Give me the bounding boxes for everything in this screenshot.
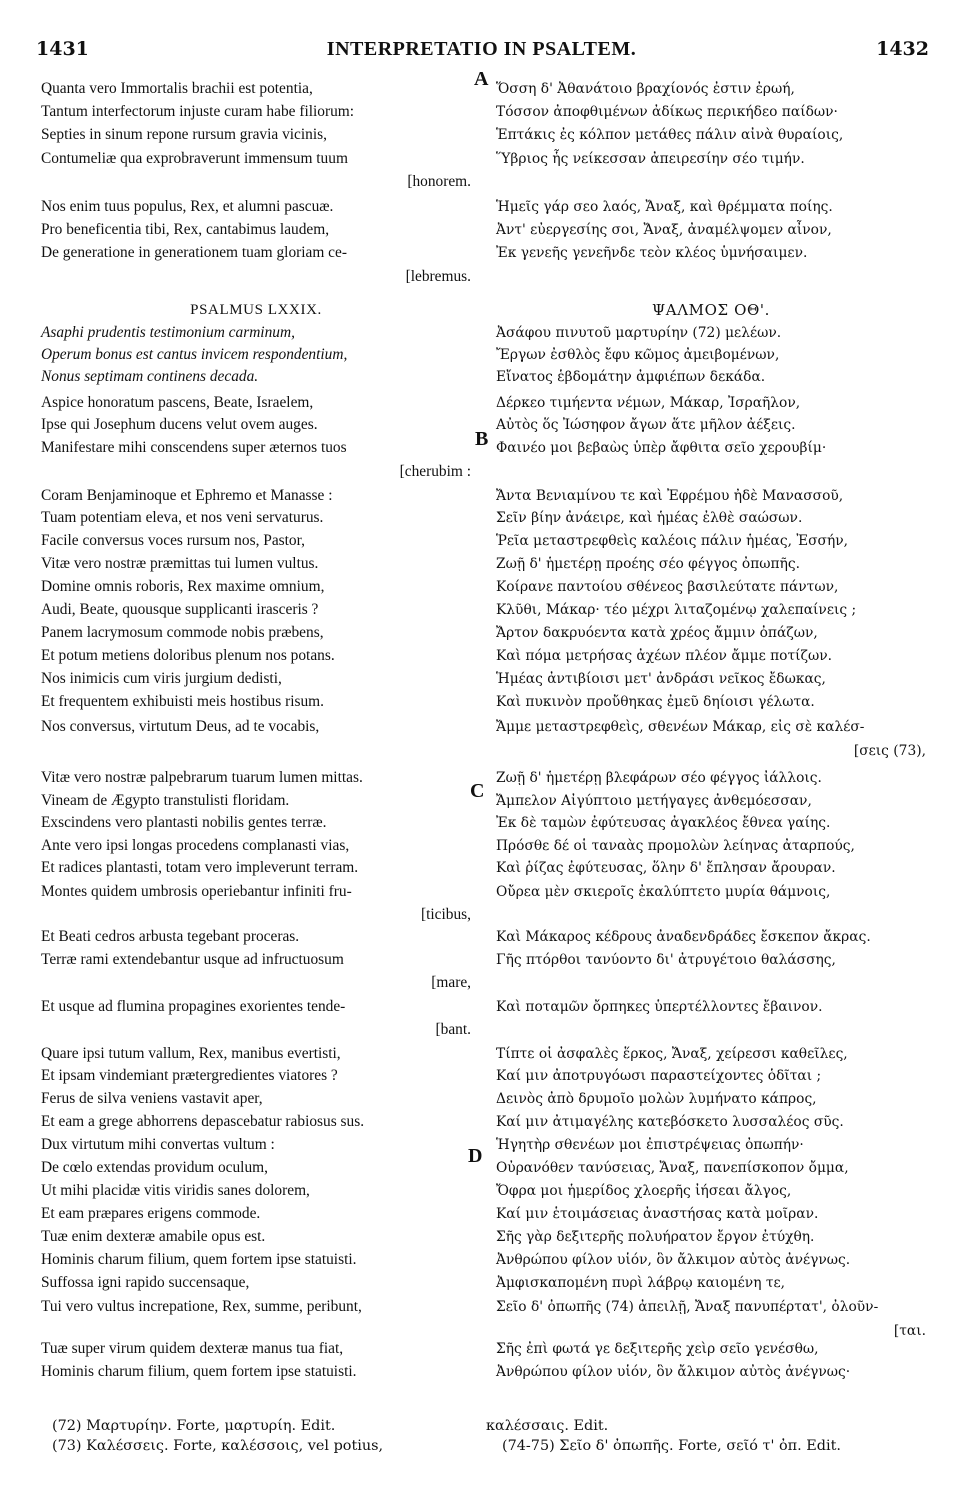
latin-verse-line: [honorem. <box>407 173 471 190</box>
latin-verse-line: Suffossa igni rapido succensaque, <box>41 1274 250 1291</box>
latin-verse-line: Tantum interfectorum injuste curam habe filiorum: <box>41 103 355 120</box>
latin-verse-line: Ante vero ipsi longas procedens complanasti vias, <box>41 837 350 854</box>
latin-verse-line: Vitæ vero nostræ præmittas tui lumen vultus. <box>41 555 319 572</box>
greek-verse-line: Ὅσση δ' Ἀθανάτοιο βραχίονός ἐστιν ἐρωή, <box>496 81 795 97</box>
greek-verse-line: Ἑπτάκις ἐς κόλπον μετάθες πάλιν αἰνὰ θυραίοις, <box>496 127 844 143</box>
page-number-left: 1431 <box>36 38 89 60</box>
greek-verse-line: ΨΑΛΜΟΣ ΟΘ'. <box>652 301 770 319</box>
greek-verse-line: Σῆς ἐπὶ φωτά γε δεξιτερῆς χεὶρ σεῖο γενέσθω, <box>496 1341 819 1357</box>
greek-verse-line: Ἡγητὴρ σθενέων μοι ἐπιστρέψειας ὀπωπήν· <box>496 1137 804 1153</box>
greek-verse-line: Ἀνθρώπου φίλον υἱόν, ὃν ἄλκιμον αὐτὸς ἀνέγνως· <box>496 1364 851 1380</box>
latin-verse-line: Hominis charum filium, quem fortem ipse statuisti. <box>41 1363 357 1380</box>
greek-verse-line: Δέρκεο τιμήεντα νέμων, Μάκαρ, Ἰσραῆλον, <box>496 395 801 411</box>
latin-verse-line: [mare, <box>431 974 471 991</box>
latin-verse-line: Contumeliæ qua exprobraverunt immensum tuum <box>41 150 348 167</box>
latin-verse-line: Exscindens vero plantasti nobilis gentes terræ. <box>41 814 327 831</box>
latin-verse-line: Et potum metiens doloribus plenum nos potans. <box>41 647 335 664</box>
greek-verse-line: Ἄντα Βενιαμίνου τε καὶ Ἐφρέμου ἠδὲ Μανασσοῦ, <box>496 488 844 504</box>
latin-verse-line: Nos enim tuus populus, Rex, et alumni pascuæ. <box>41 198 334 215</box>
latin-verse-line: Et Beati cedros arbusta tegebant proceras. <box>41 928 300 945</box>
greek-verse-line: Καὶ ποταμῶν ὄρπηκες ὑπερτέλλοντες ἔβαινον. <box>496 999 823 1015</box>
greek-verse-line: Ἡμεῖς γάρ σεο λαός, Ἄναξ, καὶ θρέμματα ποίης. <box>496 199 833 215</box>
latin-verse-line: Manifestare mihi conscendens super æternos tuos <box>41 439 347 456</box>
latin-verse-line: De cœlo extendas providum oculum, <box>41 1159 268 1176</box>
greek-verse-line: Πρόσθε δέ οἱ ταναὰς προμολὼν λείηνας ἀταρπούς, <box>496 838 855 854</box>
footnote: καλέσσαις. Edit. <box>486 1418 609 1434</box>
latin-verse-line: Nos inimicis cum viris jurgium dedisti, <box>41 670 282 687</box>
latin-verse-line: Ipse qui Josephum ducens velut ovem auges. <box>41 416 318 433</box>
greek-verse-line: Ἀσάφου πινυτοῦ μαρτυρίην (72) μελέων. <box>496 325 782 341</box>
margin-marker: D <box>468 1145 483 1167</box>
greek-verse-line: Σεῖν βίην ἀνάειρε, καὶ ἡμέας ἐλθὲ σαώσων. <box>496 510 803 526</box>
latin-verse-line: [ticibus, <box>420 906 471 923</box>
page-number-right: 1432 <box>876 38 929 60</box>
greek-verse-line: Καὶ πόμα μετρήσας ἀχέων πλέον ἄμμε ποτίζων. <box>496 648 833 664</box>
latin-verse-line: Hominis charum filium, quem fortem ipse statuisti. <box>41 1251 357 1268</box>
latin-verse-line: Vineam de Ægypto transtulisti floridam. <box>41 792 290 809</box>
latin-verse-line: Ut mihi placidæ vitis viridis sanes dolorem, <box>41 1182 310 1199</box>
greek-verse-line: Ἀνθρώπου φίλον υἱόν, ὃν ἄλκιμον αὐτὸς ἀνέγνως. <box>496 1252 851 1268</box>
footnote: (74-75) Σεῖο δ' ὀπωπῆς. Forte, σεῖό τ' ὀπ. Edit. <box>502 1438 841 1454</box>
latin-verse-line: Et eam a grege abhorrens depascebatur rabiosus sus. <box>41 1113 365 1130</box>
latin-verse-line: Tuam potentiam eleva, et nos veni servaturus. <box>41 509 324 526</box>
greek-verse-line: Ὕβριος ἧς νείκεσσαν ἀπειρεσίην σέο τιμήν. <box>496 151 805 167</box>
latin-verse-line: Dux virtutum mihi convertas vultum : <box>41 1136 275 1153</box>
greek-verse-line: Καί μιν ἑτοιμάσειας ἀναστήσας κατὰ μοῖραν. <box>496 1206 819 1222</box>
latin-verse-line: Et eam præpares erigens commode. <box>41 1205 261 1222</box>
greek-verse-line: Οὐρανόθεν τανύσειας, Ἄναξ, πανεπίσκοπον ὄμμα, <box>496 1160 849 1176</box>
greek-verse-line: Οὔρεα μὲν σκιεροῖς ἐκαλύπτετο μυρία θάμνοις, <box>496 884 831 900</box>
greek-verse-line: Σεῖο δ' ὀπωπῆς (74) ἀπειλῇ, Ἄναξ πανυπέρτατ', ὀλοῦν- <box>496 1299 879 1315</box>
footnote: (73) Καλέσσεις. Forte, καλέσσοις, vel potius, <box>52 1438 384 1454</box>
greek-verse-line: Ζωῇ δ' ἡμετέρῃ βλεφάρων σέο φέγγος ἰάλλοις. <box>496 770 822 786</box>
latin-verse-line: Et usque ad flumina propagines exorientes tende- <box>41 998 346 1015</box>
latin-verse-line: [lebremus. <box>405 268 471 285</box>
greek-verse-line: Γῆς πτόρθοι τανύοντο δι' ἀτρυγέτοιο θαλάσσης, <box>496 952 836 968</box>
greek-verse-line: Αὐτὸς ὅς Ἰώσηφον ἄγων ἅτε μῆλον ἀέξεις. <box>496 417 796 433</box>
latin-verse-line: Vitæ vero nostræ palpebrarum tuarum lumen mittas. <box>41 769 363 786</box>
latin-verse-line: Audi, Beate, quousque supplicanti irasceris ? <box>41 601 319 618</box>
greek-verse-line: Τίπτε οἱ ἀσφαλὲς ἕρκος, Ἄναξ, χείρεσσι καθεῖλες, <box>496 1046 848 1062</box>
latin-verse-line: Ferus de silva veniens vastavit aper, <box>41 1090 263 1107</box>
greek-verse-line: Δεινὸς ἀπὸ δρυμοῖο μολὼν λυμήνατο κάπρος, <box>496 1091 817 1107</box>
latin-verse-line: De generatione in generationem tuam gloriam ce- <box>41 244 347 261</box>
greek-verse-line: Ἔργων ἐσθλὸς ἔφυ κῶμος ἀμειβομένων, <box>496 347 780 363</box>
greek-verse-line: Ἡμέας ἀντιβίοισι μετ' ἀνδράσι νεῖκος ἔδωκας, <box>496 671 826 687</box>
latin-verse-line: Tuæ super virum quidem dexteræ manus tua fiat, <box>41 1340 344 1357</box>
greek-verse-line: Καὶ πυκινὸν προὔθηκας ἐμεῦ δηίοισι γέλωτα. <box>496 694 815 710</box>
greek-verse-line: Ὄφρα μοι ἡμερίδος χλοερῆς ἰήσεαι ἄλγος, <box>496 1183 792 1199</box>
latin-verse-line: Tui vero vultus increpatione, Rex, summe, peribunt, <box>41 1298 362 1315</box>
latin-verse-line: Quare ipsi tutum vallum, Rex, manibus evertisti, <box>41 1045 341 1062</box>
greek-verse-line: Ἄμπελον Αἰγύπτοιο μετήγαγες ἀνθεμόεσσαν, <box>496 793 812 809</box>
latin-verse-line: Quanta vero Immortalis brachii est potentia, <box>41 80 313 97</box>
greek-verse-line: Ζωῇ δ' ἡμετέρῃ προέης σέο φέγγος ὀπωπῆς. <box>496 556 800 572</box>
greek-verse-line: Ἐκ δὲ ταμὼν ἐφύτευσας ἀγακλέος ἔθνεα γαίης. <box>496 815 831 831</box>
greek-verse-line: Ῥεῖα μεταστρεφθεὶς καλέοις πάλιν ἡμέας, Ἐσσήν, <box>496 533 848 549</box>
greek-verse-line: Καὶ ῥίζας ἐφύτευσας, ὅλην δ' ἔπλησαν ἄρουραν. <box>496 860 836 876</box>
greek-verse-line: Ἄμμε μεταστρεφθεὶς, σθενέων Μάκαρ, εἰς σὲ καλέσ- <box>496 719 865 735</box>
greek-verse-line: Κλῦθι, Μάκαρ· τέο μέχρι λιταζομένῳ χαλεπαίνεις ; <box>496 602 857 618</box>
greek-verse-line: Ἄρτον δακρυόεντα κατὰ χρέος ἄμμιν ὀπάζων, <box>496 625 818 641</box>
latin-verse-line: [cherubim : <box>399 463 471 480</box>
latin-verse-line: Panem lacrymosum commode nobis præbens, <box>41 624 324 641</box>
margin-marker: B <box>475 428 489 450</box>
latin-verse-line: Aspice honoratum pascens, Beate, Israelem, <box>41 394 314 411</box>
latin-verse-line: Septies in sinum repone rursum gravia vicinis, <box>41 126 327 143</box>
latin-verse-line: Et frequentem exhibuisti meis hostibus risum. <box>41 693 324 710</box>
greek-verse-line: Καί μιν ἀτιμαγέλης κατεβόσκετο λυσσαλέος σῦς. <box>496 1114 844 1130</box>
margin-marker: A <box>474 68 489 90</box>
latin-verse-line: Domine omnis roboris, Rex maxime omnium, <box>41 578 325 595</box>
greek-verse-line: Καί μιν ἀποτρυγόωσι παραστείχοντες ὁδῖται ; <box>496 1068 822 1084</box>
latin-verse-line: Nonus septimam continens decada. <box>41 368 259 385</box>
greek-verse-line: Ἀμφισκαπομένη πυρὶ λάβρῳ καιομένη τε, <box>496 1275 786 1291</box>
greek-verse-line: [σεις (73), <box>853 743 926 759</box>
greek-verse-line: Κοίρανε παντοίου σθένεος βασιλεύτατε πάντων, <box>496 579 839 595</box>
latin-verse-line: Operum bonus est cantus invicem respondentium, <box>41 346 348 363</box>
latin-verse-line: Asaphi prudentis testimonium carminum, <box>41 324 295 341</box>
greek-verse-line: Ἀντ' εὐεργεσίης σοι, Ἄναξ, ἀναμέλψομεν αἶνον, <box>496 222 832 238</box>
greek-verse-line: Ἐκ γενεῆς γενεῆνδε τεὸν κλέος ὑμνήσαιμεν. <box>496 245 808 261</box>
latin-verse-line: [bant. <box>435 1021 471 1038</box>
latin-verse-line: Et radices plantasti, totam vero impleverunt terram. <box>41 859 359 876</box>
latin-verse-line: Terræ rami extendebantur usque ad infructuosum <box>41 951 344 968</box>
latin-verse-line: Et ipsam vindemiant prætergredientes viatores ? <box>41 1067 338 1084</box>
margin-marker: C <box>470 780 485 802</box>
greek-verse-line: Καὶ Μάκαρος κέδρους ἀναδενδράδες ἔσκεπον ἄκρας. <box>496 929 871 945</box>
latin-verse-line: Tuæ enim dexteræ amabile opus est. <box>41 1228 266 1245</box>
latin-verse-line: Nos conversus, virtutum Deus, ad te vocabis, <box>41 718 320 735</box>
latin-verse-line: Coram Benjaminoque et Ephremo et Manasse : <box>41 487 333 504</box>
latin-verse-line: Facile conversus voces rursum nos, Pastor, <box>41 532 305 549</box>
latin-verse-line: PSALMUS LXXIX. <box>190 302 322 318</box>
greek-verse-line: Σῆς γὰρ δεξιτερῆς πολυήρατον ἔργον ἐτύχθη. <box>496 1229 815 1245</box>
latin-verse-line: Montes quidem umbrosis operiebantur infiniti fru- <box>41 883 352 900</box>
footnote: (72) Μαρτυρίην. Forte, μαρτυρίη. Edit. <box>52 1418 336 1434</box>
greek-verse-line: Τόσσον ἀποφθιμένων ἀδίκως περικήδεο παίδων· <box>496 104 838 120</box>
latin-verse-line: Pro beneficentia tibi, Rex, cantabimus laudem, <box>41 221 330 238</box>
running-title: INTERPRETATIO IN PSALTEM. <box>326 38 637 60</box>
greek-verse-line: Φαινέο μοι βεβαὼς ὑπὲρ ἄφθιτα σεῖο χερουβίμ· <box>496 440 827 456</box>
greek-verse-line: Εἴνατος ἑβδομάτην ἀμφιέπων δεκάδα. <box>496 369 766 385</box>
greek-verse-line: [ται. <box>893 1323 926 1339</box>
